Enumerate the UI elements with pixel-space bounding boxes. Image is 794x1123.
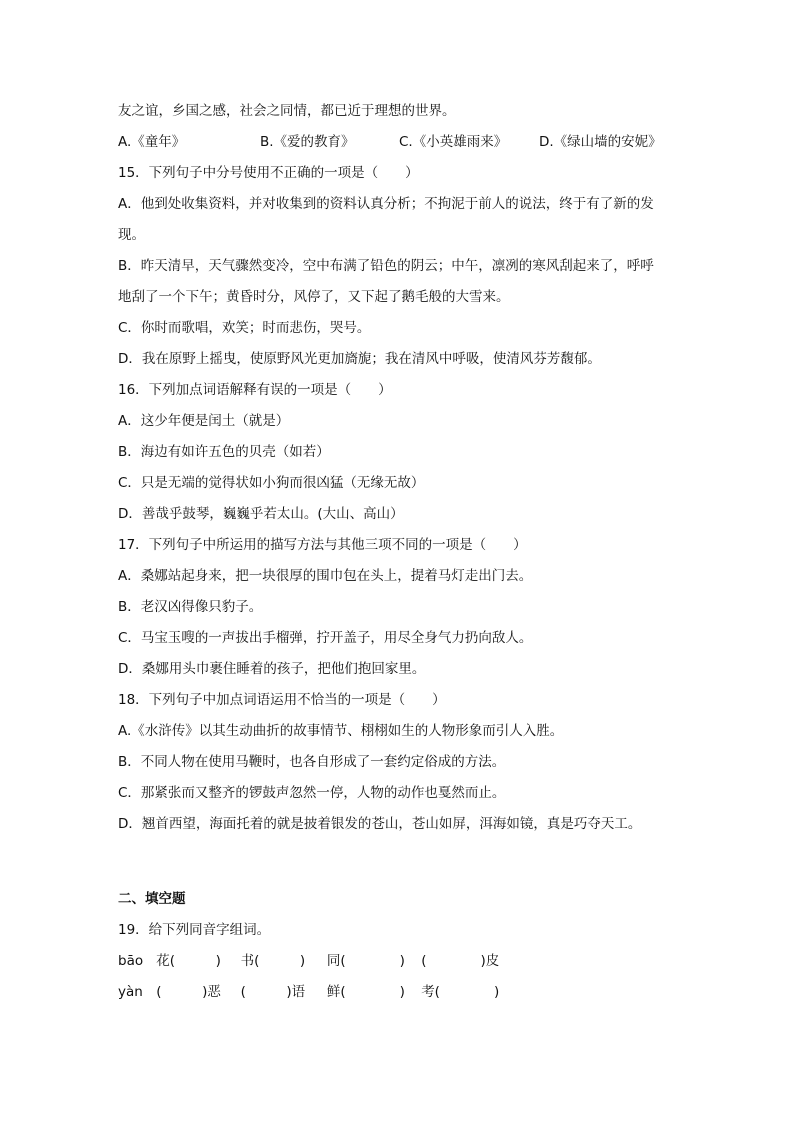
q19-row-yan bbox=[118, 977, 678, 1008]
q18-option-d: D．翘首西望，海面托着的就是披着银发的苍山，苍山如屏，洱海如镜，真是巧夺天工。 bbox=[118, 816, 642, 832]
blank-hua: 花( ) bbox=[156, 953, 221, 969]
q15-stem: 15．下列句子中分号使用不正确的一项是（ ） bbox=[118, 165, 419, 181]
q17-option-d: D．桑娜用头巾裹住睡着的孩子，把他们抱回家里。 bbox=[118, 661, 426, 677]
q16-stem: 16．下列加点词语解释有误的一项是（ ） bbox=[118, 382, 392, 398]
intro-text: 友之谊，乡国之感，社会之同情，都已近于理想的世界。 bbox=[118, 103, 456, 119]
blank-shu: 书( ) bbox=[240, 953, 306, 969]
q16-option-a: A．这少年便是闰土（就是） bbox=[118, 413, 290, 429]
q15-option-b-line1: B．昨天清早，天气骤然变冷，空中布满了铅色的阴云；中午，凛冽的寒风刮起来了，呼呼 bbox=[118, 258, 654, 274]
blank-e: ( )恶 bbox=[156, 984, 221, 1000]
q15-option-d: D．我在原野上摇曳，使原野风光更加旖旎；我在清风中呼吸，使清风芬芳馥郁。 bbox=[118, 351, 601, 367]
q17-option-b: B．老汉凶得像只豹子。 bbox=[118, 599, 263, 615]
pinyin-bao: bāo bbox=[118, 953, 144, 969]
q16-option-d: D．善哉乎鼓琴，巍巍乎若太山。(大山、高山） bbox=[118, 506, 404, 522]
q17-option-a: A．桑娜站起身来，把一块很厚的围巾包在头上，提着马灯走出门去。 bbox=[118, 568, 533, 584]
q17-stem: 17．下列句子中所运用的描写方法与其他三项不同的一项是（ ） bbox=[118, 537, 527, 553]
section-title-fill-in: 二、填空题 bbox=[118, 891, 186, 907]
blank-yu: ( )语 bbox=[240, 984, 306, 1000]
q18-option-b: B．不同人物在使用马鞭时，也各自形成了一套约定俗成的方法。 bbox=[118, 754, 506, 770]
q18-option-a: A.《水浒传》以其生动曲折的故事情节、栩栩如生的人物形象而引人入胜。 bbox=[118, 723, 564, 739]
blank-tong: 同( ) bbox=[326, 953, 405, 969]
q14-option-c: C.《小英雄雨来》 bbox=[399, 134, 508, 150]
q15-option-a-line2: 现。 bbox=[118, 227, 145, 243]
q16-option-c: C．只是无端的觉得状如小狗而很凶猛（无缘无故） bbox=[118, 475, 425, 491]
q15-option-c: C．你时而歌唱，欢笑；时而悲伤，哭号。 bbox=[118, 320, 371, 336]
q15-option-a-line1: A．他到处收集资料，并对收集到的资料认真分析；不拘泥于前人的说法，终于有了新的发 bbox=[118, 196, 654, 212]
blank-kao: 考( ) bbox=[421, 984, 500, 1000]
q16-option-b: B．海边有如许五色的贝壳（如若） bbox=[118, 444, 330, 460]
q17-option-c: C．马宝玉嗖的一声拔出手榴弹，拧开盖子，用尽全身气力扔向敌人。 bbox=[118, 630, 533, 646]
q18-stem: 18．下列句子中加点词语运用不恰当的一项是（ ） bbox=[118, 692, 446, 708]
q14-options bbox=[118, 127, 678, 158]
q18-option-c: C．那紧张而又整齐的锣鼓声忽然一停，人物的动作也戛然而止。 bbox=[118, 785, 506, 801]
q14-option-d: D.《绿山墙的安妮》 bbox=[539, 134, 662, 150]
section-gap bbox=[118, 840, 678, 884]
q14-option-b: B.《爱的教育》 bbox=[260, 134, 355, 150]
blank-pi: ( )皮 bbox=[421, 953, 500, 969]
q19-stem: 19．给下列同音字组词。 bbox=[118, 922, 271, 938]
blank-xian: 鲜( ) bbox=[326, 984, 405, 1000]
q15-option-b-line2: 地刮了一个下午；黄昏时分，风停了，又下起了鹅毛般的大雪来。 bbox=[118, 289, 510, 305]
pinyin-yan: yàn bbox=[118, 984, 143, 1000]
q19-row-bao bbox=[118, 946, 678, 977]
document-page bbox=[118, 96, 678, 1008]
q14-option-a: A.《童年》 bbox=[118, 134, 186, 150]
